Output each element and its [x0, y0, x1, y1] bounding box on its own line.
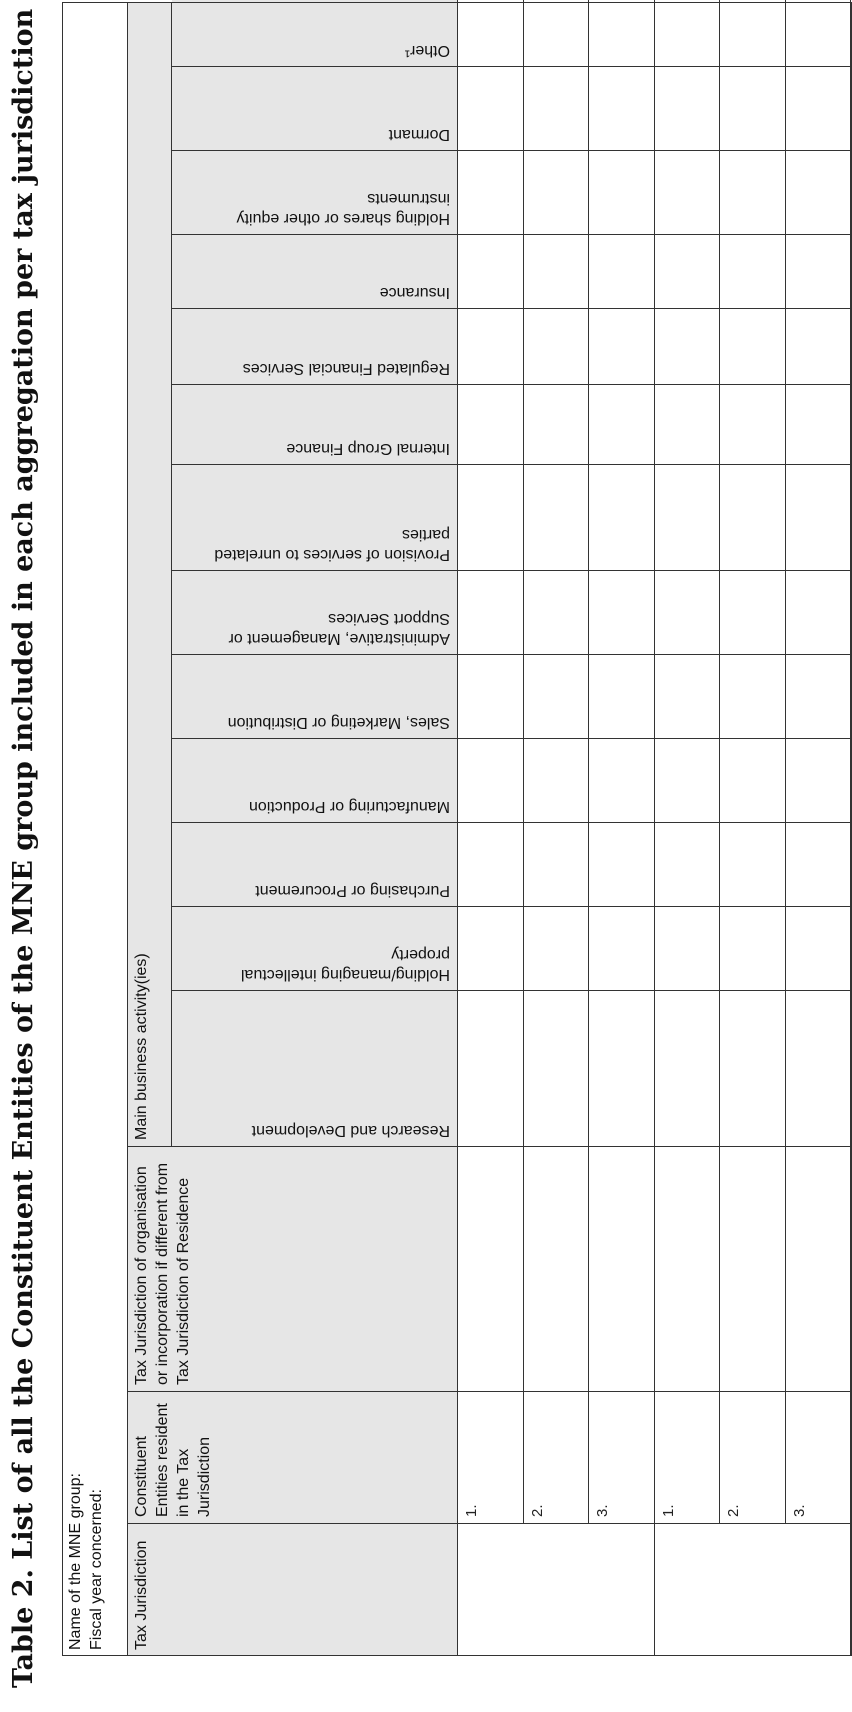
activity-check-cell[interactable]: [524, 66, 590, 150]
row-number: 1.: [458, 1391, 524, 1523]
activity-header-label: Sales, Marketing or Distribution: [227, 714, 450, 731]
activity-check-cell[interactable]: [720, 308, 786, 384]
activity-check-cell[interactable]: [786, 570, 852, 654]
fiscal-year-label: Fiscal year concerned:: [88, 1489, 105, 1650]
activity-check-cell[interactable]: [589, 654, 655, 738]
activity-check-cell[interactable]: [720, 384, 786, 464]
activity-check-cell[interactable]: [655, 234, 721, 308]
activity-header-cell: [172, 66, 458, 150]
mne-group-name-label: Name of the MNE group:: [67, 1473, 84, 1650]
activity-check-cell[interactable]: [786, 738, 852, 822]
activity-check-cell[interactable]: [720, 990, 786, 1146]
activity-check-cell[interactable]: [720, 234, 786, 308]
activity-check-cell[interactable]: [458, 570, 524, 654]
activity-check-cell[interactable]: [524, 738, 590, 822]
activity-header-label: Internal Group Finance: [286, 440, 450, 457]
incorporation-cell[interactable]: [655, 1146, 721, 1391]
activity-header-cell: [172, 570, 458, 654]
activity-check-cell[interactable]: [458, 738, 524, 822]
activity-check-cell[interactable]: [524, 0, 590, 66]
activity-check-cell[interactable]: [655, 384, 721, 464]
activity-check-cell[interactable]: [655, 570, 721, 654]
activity-check-cell[interactable]: [458, 0, 524, 66]
entities-table: [62, 2, 852, 1656]
activity-check-cell[interactable]: [720, 822, 786, 906]
activity-check-cell[interactable]: [589, 822, 655, 906]
activity-check-cell[interactable]: [589, 384, 655, 464]
activity-check-cell[interactable]: [589, 990, 655, 1146]
tax-jurisdiction-header: [128, 1523, 458, 1656]
activity-check-cell[interactable]: [458, 234, 524, 308]
activity-check-cell[interactable]: [524, 234, 590, 308]
main-activities-header: [128, 2, 172, 1146]
row-number: 3.: [786, 1391, 852, 1523]
activity-check-cell[interactable]: [655, 464, 721, 570]
activity-header-cell: [172, 0, 458, 66]
tax-jurisdiction-header-text: Tax Jurisdiction: [133, 1540, 150, 1650]
activity-check-cell[interactable]: [458, 822, 524, 906]
activity-check-cell[interactable]: [786, 822, 852, 906]
meta-header-row: [62, 2, 128, 1656]
activity-header-cell: [172, 906, 458, 990]
activity-check-cell[interactable]: [524, 906, 590, 990]
activity-check-cell[interactable]: [786, 234, 852, 308]
activity-check-cell[interactable]: [458, 906, 524, 990]
activity-header-cell: [172, 384, 458, 464]
activity-check-cell[interactable]: [720, 150, 786, 234]
activity-check-cell[interactable]: [524, 570, 590, 654]
activity-header-label: Holding shares or other equity instruments: [236, 190, 450, 227]
activity-header-label: Regulated Financial Services: [242, 360, 450, 377]
activity-check-cell[interactable]: [458, 66, 524, 150]
activity-check-cell[interactable]: [589, 570, 655, 654]
activity-check-cell[interactable]: [589, 0, 655, 66]
incorporation-cell[interactable]: [786, 1146, 852, 1391]
activity-header-cell: [172, 738, 458, 822]
activity-header-label: Research and Development: [251, 1122, 450, 1139]
incorporation-cell[interactable]: [458, 1146, 524, 1391]
activity-check-cell[interactable]: [720, 0, 786, 66]
activity-check-cell[interactable]: [458, 150, 524, 234]
activity-check-cell[interactable]: [458, 654, 524, 738]
incorporation-header: [128, 1146, 458, 1391]
activity-check-cell[interactable]: [655, 906, 721, 990]
constituent-entities-header: [128, 1391, 458, 1523]
activity-check-cell[interactable]: [655, 308, 721, 384]
activity-check-cell[interactable]: [786, 0, 852, 66]
activity-check-cell[interactable]: [524, 654, 590, 738]
activity-header-label: Provision of services to unrelated parties: [214, 526, 450, 563]
activity-check-cell[interactable]: [458, 308, 524, 384]
activity-check-cell[interactable]: [589, 66, 655, 150]
activity-header-cell: [172, 654, 458, 738]
activity-check-cell[interactable]: [720, 654, 786, 738]
constituent-entities-header-text: Constituent Entities resident in the Tax Jurisdiction: [133, 1403, 213, 1517]
incorporation-cell[interactable]: [589, 1146, 655, 1391]
activity-check-cell[interactable]: [786, 906, 852, 990]
activity-check-cell[interactable]: [589, 234, 655, 308]
activity-check-cell[interactable]: [720, 906, 786, 990]
activity-check-cell[interactable]: [524, 822, 590, 906]
activity-check-cell[interactable]: [786, 990, 852, 1146]
tax-jurisdiction-cell[interactable]: [655, 1523, 852, 1656]
incorporation-cell[interactable]: [720, 1146, 786, 1391]
row-number: 2.: [720, 1391, 786, 1523]
activity-check-cell[interactable]: [655, 0, 721, 66]
activity-check-cell[interactable]: [655, 150, 721, 234]
activity-check-cell[interactable]: [589, 464, 655, 570]
activity-check-cell[interactable]: [589, 150, 655, 234]
main-activities-header-text: Main business activity(ies): [133, 953, 150, 1140]
activity-check-cell[interactable]: [655, 66, 721, 150]
activity-check-cell[interactable]: [786, 66, 852, 150]
activity-check-cell[interactable]: [458, 464, 524, 570]
activity-header-label: Insurance: [379, 284, 450, 301]
row-number: 1.: [655, 1391, 721, 1523]
tax-jurisdiction-cell[interactable]: [458, 1523, 655, 1656]
activity-check-cell[interactable]: [589, 738, 655, 822]
activity-check-cell[interactable]: [786, 464, 852, 570]
activity-check-cell[interactable]: [655, 654, 721, 738]
row-number: 3.: [589, 1391, 655, 1523]
activity-check-cell[interactable]: [655, 738, 721, 822]
activity-check-cell[interactable]: [786, 654, 852, 738]
activity-check-cell[interactable]: [655, 990, 721, 1146]
activity-check-cell[interactable]: [458, 384, 524, 464]
activity-check-cell[interactable]: [524, 464, 590, 570]
activity-header-label: Other¹: [404, 42, 450, 59]
activity-check-cell[interactable]: [720, 570, 786, 654]
activity-header-label: Manufacturing or Production: [249, 798, 450, 815]
activity-header-label: Purchasing or Procurement: [255, 882, 450, 899]
activity-check-cell[interactable]: [786, 150, 852, 234]
activity-check-cell[interactable]: [786, 384, 852, 464]
activity-check-cell[interactable]: [720, 738, 786, 822]
activity-check-cell[interactable]: [458, 990, 524, 1146]
activity-header-cell: [172, 234, 458, 308]
incorporation-header-text: Tax Jurisdiction of organisation or incorporation if different from Tax Jurisdiction of Residence: [133, 1162, 192, 1385]
activity-header-cell: [172, 990, 458, 1146]
incorporation-cell[interactable]: [524, 1146, 590, 1391]
activity-header-cell: [172, 822, 458, 906]
activity-check-cell[interactable]: [524, 384, 590, 464]
activity-header-cell: [172, 150, 458, 234]
activity-check-cell[interactable]: [655, 822, 721, 906]
activity-check-cell[interactable]: [524, 308, 590, 384]
row-number: 2.: [524, 1391, 590, 1523]
activity-header-cell: [172, 308, 458, 384]
activity-header-cell: [172, 464, 458, 570]
activity-check-cell[interactable]: [786, 308, 852, 384]
activity-check-cell[interactable]: [720, 464, 786, 570]
activity-check-cell[interactable]: [589, 906, 655, 990]
activity-check-cell[interactable]: [524, 150, 590, 234]
activity-header-label: Dormant: [388, 126, 450, 143]
activity-check-cell[interactable]: [524, 990, 590, 1146]
table-caption: Table 2. List of all the Constituent Entities of the MNE group included in each aggregation per tax jurisdiction: [8, 8, 39, 1688]
activity-check-cell[interactable]: [720, 66, 786, 150]
activity-check-cell[interactable]: [589, 308, 655, 384]
activity-header-label: Administrative, Management or Support Services: [228, 610, 450, 647]
activity-header-label: Holding/managing intellectual property: [240, 946, 450, 983]
